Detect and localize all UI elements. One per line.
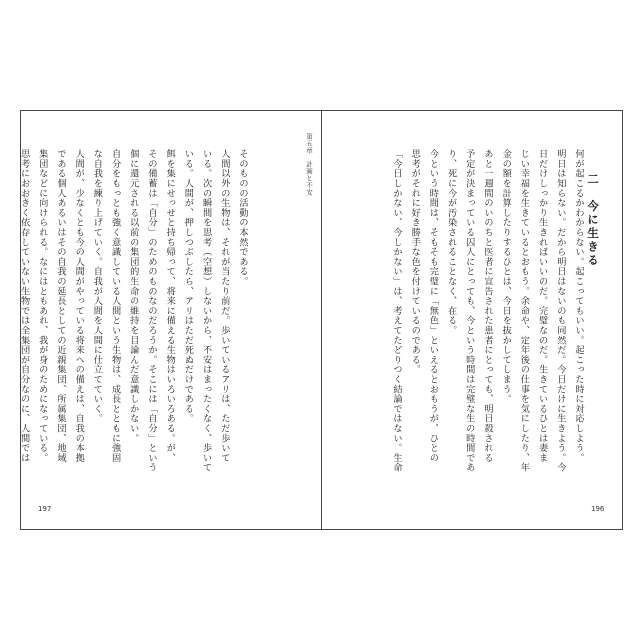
text-line: 「今日しかない、今しかない」は、考えてたどりつく結論ではない。生命 (390, 149, 402, 473)
right-page-body (362, 149, 587, 473)
book-spread (20, 110, 623, 530)
text-line: 餌を集にせっせと持ち帰って、将来に備える生物はいろいろある。が、 (164, 149, 176, 463)
left-page (18, 111, 321, 529)
text-line: 個に還元される以前の集団的生命の維持を目論んだ意識しかない。 (127, 149, 139, 443)
text-line: 日だけしっかり生きればいいのだ。完璧なのだ。生きているひとは妻ま (536, 149, 548, 463)
text-line: 自分をもっとも強く意識している人間という生物は、成長とともに強固 (109, 149, 121, 463)
text-line: その備蓄は「自分」のためのものなのだろうか。そこには「自分」という (145, 149, 157, 473)
text-line: いる。人間が、押しつぶしたら、アリはただ死ぬだけである。 (182, 149, 194, 424)
text-line: 何が起こるかわからない。起こってもいい。起こった時に対応しよう。 (573, 149, 584, 463)
text-line: 金の額を計算したりするひとは、今日を抜かしてしまう。 (500, 149, 512, 404)
section-heading: 二 今に生きる (586, 173, 600, 268)
text-line: な自我を練り上げていく。自我が人間を人間に仕立てていく。 (91, 149, 103, 424)
running-head: 第五章 計画と不安 (305, 133, 313, 196)
page-number: 196 (591, 505, 605, 513)
text-line: そのものの活動の本然である。 (237, 149, 248, 287)
left-page-body (18, 149, 251, 473)
text-line: 今という時間は、そもそも完璧に「無色」といえるとおもうが、ひとの (427, 149, 439, 463)
text-line: である個人あるいはその自我の延長としての近親集団、所属集団、地域 (54, 149, 66, 463)
text-line: 人間以外の生物は、それが当たり前だ。歩いているアリは、ただ歩いて (218, 149, 230, 463)
text-line: いる。次の瞬間を思考（空想）しないから、不安はまったくなく、歩いて (200, 149, 212, 473)
text-line: 集団などに向けられる。なにはともあれ、我が身のためになっている。 (36, 149, 48, 463)
text-line: 予定が決まっている囚人にとっても、今という時間は完璧な生の時間であ (463, 149, 475, 473)
text-line: り、死に今が汚染されることなく、在る。 (445, 149, 457, 336)
text-line: 明日は知らない。だから明日はないのも同然だ。今日だけに生きよう。今 (554, 149, 566, 473)
page-number: 197 (38, 505, 52, 513)
right-page (322, 111, 622, 529)
text-line: あと一週間のいのちと医者に宣告された患者にとっても、明日殺される (481, 149, 493, 463)
text-line: 思考におおきく依存していない生物では全集団が自分なのに、人間では (18, 149, 30, 463)
text-line: じい幸福を生きているとおもう。余命や、定年後の仕事を気にしたり、年 (518, 149, 530, 473)
text-line: 思考がそれに好き勝手な色を付けているのである。 (409, 149, 421, 375)
text-line: 人間が、少なくとも今の人間がやっている将来への備えは、自我の本拠 (73, 149, 85, 463)
